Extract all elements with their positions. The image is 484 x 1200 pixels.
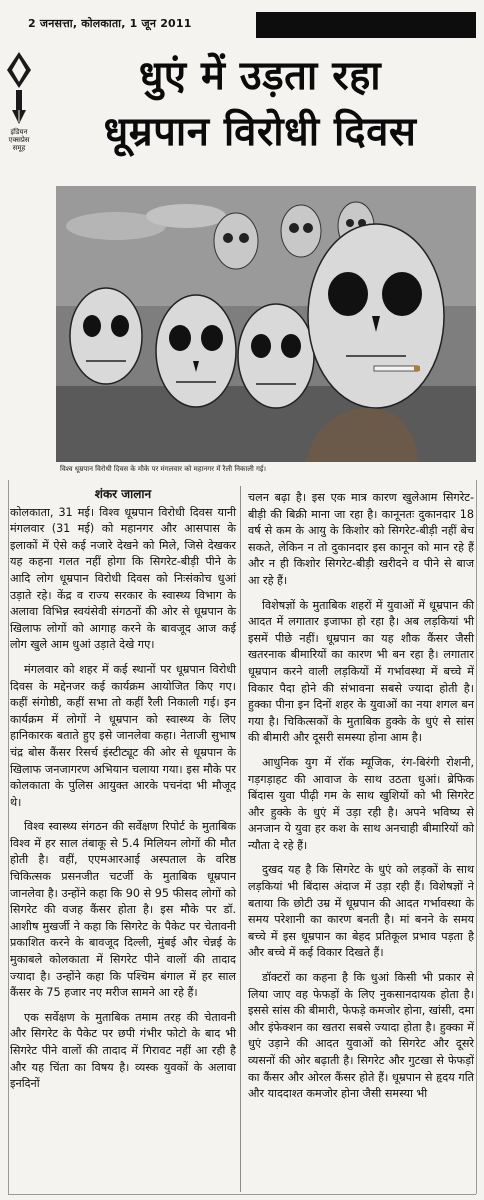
article-paragraph: विशेषज्ञों के मुताबिक शहरों में युवाओं में धूम्रपान की आदत में लगातार इजाफा हो रहा है। अब लड़कियां भी इसमें पीछे नहीं। धूम्रपान का यह शौक कैंसर जैसी खतरनाक बीमारियों का कारण भी बन रहा है। लगातार धूम्रपान करने वाली लड़कियों में गर्भावस्था में बच्चे में विकार पैदा होने की संभावना सबसे ज्यादा होती है। हुक्का पीना इन दिनों शहर के युवाओं का नया शगल बन गया है। चिकित्सकों के मुताबिक हुक्के के धुएं से सांस की बीमारी और दूसरी समस्या होना आम है। (248, 598, 474, 745)
headline-line-1: धुएं में उड़ता रहा (138, 53, 382, 99)
article-paragraph: डॉक्टरों का कहना है कि धुआं किसी भी प्रकार से लिया जाए वह फेफड़ों के लिए नुकसानदायक होता है। इससे सांस की बीमारी, फेफड़े कमजोर होना, खांसी, दमा और इंफेक्शन का खतरा सबसे ज्यादा होता है। हुक्का में धुएं उड़ाने की आदत युवाओं को सिगरेट और दूसरे व्यसनों की ओर बढ़ाती है। सिगरेट और गुटखा से फेफड़ों का कैंसर और ओरल कैंसर होते हैं। धूम्रपान से हृदय गति और याददाश्त कमजोर होना जैसी समस्या भी (248, 971, 474, 1101)
publisher-name: इंडियन एक्सप्रेस समूह (8, 128, 30, 152)
pen-nib-logo-icon (4, 50, 34, 126)
article-paragraph: कोलकाता, 31 मई। विश्व धूम्रपान विरोधी दिवस यानी मंगलवार (31 मई) को महानगर और आसपास के इलाकों में ऐसे कई नजारे देखने को मिले, जिसे देखकर यह कहना गलत नहीं होगा कि सिगरेट-बीड़ी पीने के आदि लोग धूम्रपान विरोधी दिवस को निःसंकोच धुआं उड़ाते रहे। केंद्र व राज्य सरकार के स्वास्थ्य विभाग के अलावा विभिन्न स्वयंसेवी संगठनों की ओर से धूम्रपान के खिलाफ लोगों को आगाह करने के बावजूद आज कई लोग खुले आम धुआं उड़ाते देखे गए। (10, 505, 236, 652)
article-paragraph: मंगलवार को शहर में कई स्थानों पर धूम्रपान विरोधी दिवस के मद्देनजर कई कार्यक्रम आयोजित किए गए। कहीं संगोष्ठी, कहीं सभा तो कहीं रैली निकाली गई। इन कार्यक्रम में लोगों ने धूम्रपान को स्वास्थ्य के लिए हानिकारक बताते हुए इसे जानलेवा कहा। नेताजी सुभाष चंद्र बोस कैंसर रिसर्च इंस्टीट्यूट की ओर से धूम्रपान के खिलाफ जनजागरण अभियान चलाया गया। इस मौके पर कोलकाता के पुलिस आयुक्त आरके पचनंदा भी मौजूद थे। (10, 662, 236, 809)
article-column-right (248, 490, 474, 1111)
article-paragraph: दुखद यह है कि सिगरेट के धुएं को लड़कों के साथ लड़कियां भी बिंदास अंदाज में उड़ा रही हैं। विशेषज्ञों ने बताया कि छोटी उम्र में धूम्रपान की आदत गर्भावस्था के समय परेशानी का कारण बनती है। मां बनने के समय बच्चे में इस धूम्रपान का बेहद प्रतिकूल प्रभाव पड़ता है और बच्चे में कई विकार दिखते हैं। (248, 863, 474, 960)
header-black-bar (256, 12, 476, 38)
page-number-date-line: 2 जनसत्ता, कोलकाता, 1 जून 2011 (28, 17, 192, 30)
headline-line-2: धूम्रपान विरोधी दिवस (103, 109, 417, 155)
page-header (8, 10, 476, 40)
article-paragraph: एक सर्वेक्षण के मुताबिक तमाम तरह की चेतावनी और सिगरेट के पैकेट पर छपी गंभीर फोटो के बाद भी सिगरेट पीने वालों की तादाद में गिरावट नहीं आ रही है और यह चिंता का विषय है। व्यस्क युवकों के अलावा इनदिनों (10, 1010, 236, 1091)
photo-caption: विश्व धूम्रपान विरोधी दिवस के मौके पर मंगलवार को महानगर में रैली निकाली गई। (60, 465, 267, 473)
news-photo (56, 186, 476, 462)
article-paragraph: आधुनिक युग में रॉक म्यूजिक, रंग-बिरंगी रोशनी, गड़गड़ाहट की आवाज के साथ उठता धुआं। ब्रेफिक बिंदास युवा पीढ़ी गम के साथ खुशियों को भी सिगरेट और हुक्के के धुएं में उड़ा रही है। अपने भविष्य से अनजान ये युवा हर कश के साथ अनचाही बीमारियों को न्यौता दे रहे हैं। (248, 755, 474, 852)
article-box-left-rule (8, 480, 9, 1194)
article-column-left (10, 486, 236, 1101)
byline: शंकर जालान (94, 487, 152, 501)
column-divider (240, 486, 241, 1192)
article-paragraph: विश्व स्वास्थ्य संगठन की सर्वेक्षण रिपोर्ट के मुताबिक विश्व में हर साल तंबाकू से 5.4 मिलियन लोगों की मौत होती है। वहीं, एएमआरआई अस्पताल के वरिष्ठ चिकित्सक प्रसनजीत चटर्जी के मुताबिक धूम्रपान जानलेवा है। उन्होंने कहा कि 90 से 95 फीसद लोगों को सिगरेट की वजह कैंसर होता है। इस मौके पर डॉ. आशीष मुखर्जी ने कहा कि सिगरेट के पैकेट पर चेतावनी प्रकाशित करने के बावजूद दिल्ली, मुंबई और चेन्नई के मुकाबले कोलकाता में सिगरेट पीने वालों की तादाद ज्यादा है। उन्होंने कहा कि पश्चिम बंगाल में हर साल कैंसर के 75 हजार नए मरीज सामने आ रहे हैं। (10, 820, 236, 1000)
article-box-bottom-rule (8, 1194, 476, 1195)
skull-masks-photo-illustration (56, 186, 476, 462)
article-paragraph: चलन बढ़ा है। इस एक मात्र कारण खुलेआम सिगरेट-बीड़ी की बिक्री माना जा रहा है। कानूनतः दुकानदार 18 वर्ष से कम के आयु के किशोर को सिगरेट-बीड़ी नहीं बेच सकते, लेकिन न तो दुकानदार इस कानून को मान रहे हैं और न ही किशोर सिगरेट-बीड़ी खरीदने व पीने से बाज आ रहे हैं। (248, 491, 474, 587)
headline (40, 48, 480, 160)
article-box-right-rule (476, 480, 477, 1194)
publisher-logo (4, 50, 34, 172)
